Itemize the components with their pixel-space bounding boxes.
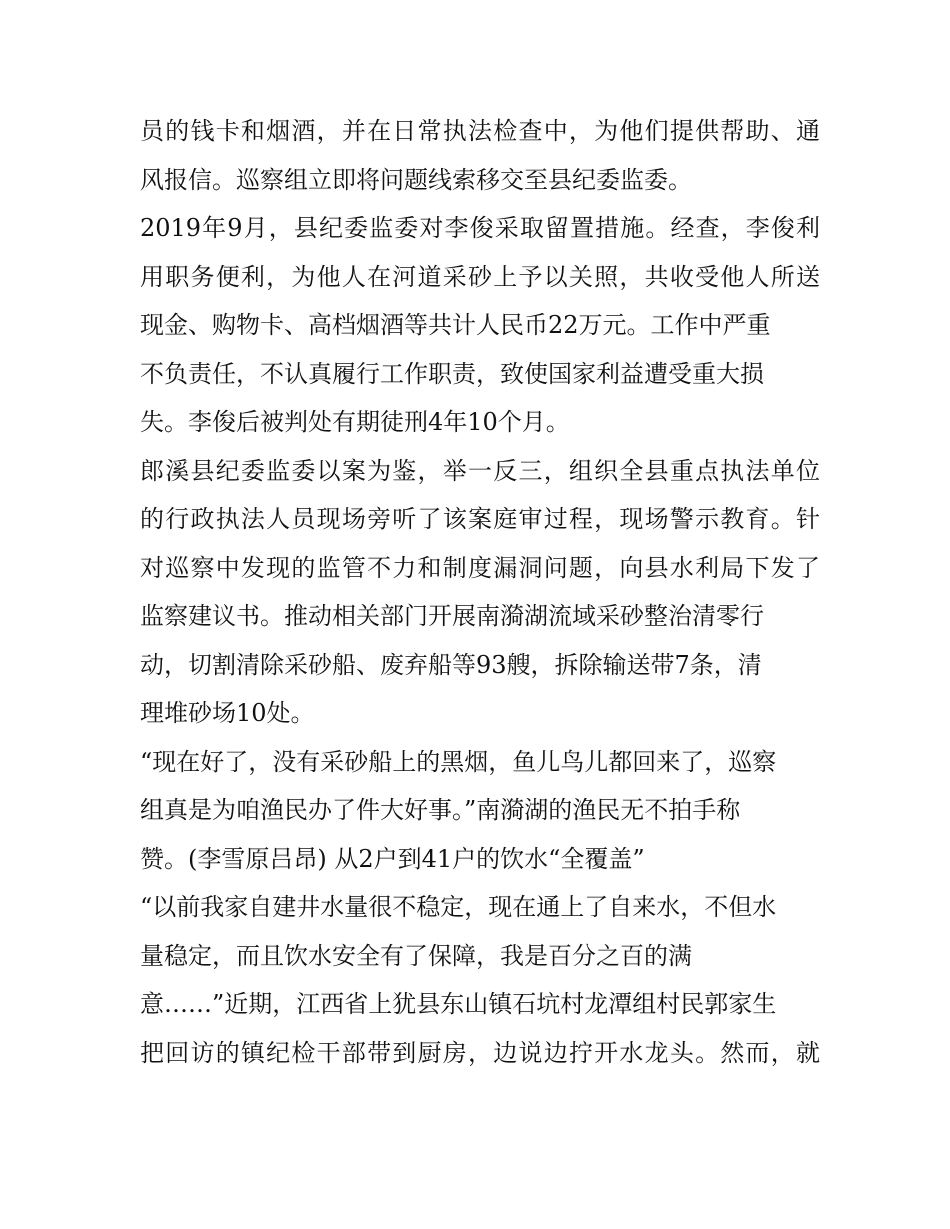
text-line-14: “现在好了，没有采砂船上的黑烟，鱼儿鸟儿都回来了，巡察 [140,747,777,776]
text-line-8: 郎溪县纪委监委以案为鉴，举一反三，组织全县重点执法单位 [140,456,820,485]
text-line-1: 员的钱卡和烟酒，并在日常执法检查中，为他们提供帮助、通 [140,117,820,145]
text-line-18: 量稳定，而且饮水安全有了保障，我是百分之百的满 [140,941,692,970]
text-line-19: 意……”近期，江西省上犹县东山镇石坑村龙潭组村民郭家生 [140,990,777,1018]
text-line-13: 理堆砂场10处。 [140,699,315,727]
text-line-6: 不负责任，不认真履行工作职责，致使国家利益遭受重大损 [140,359,764,388]
text-line-11: 监察建议书。推动相关部门开展南漪湖流域采砂整治清零行 [140,602,764,630]
text-line-2: 风报信。巡察组立即将问题线索移交至县纪委监委。 [140,165,692,194]
text-line-20: 把回访的镇纪检干部带到厨房，边说边拧开水龙头。然而，就 [140,1038,820,1067]
text-line-4: 用职务便利，为他人在河道采砂上予以关照，共收受他人所送 [140,262,820,291]
text-line-16: 赞。(李雪原吕昂) 从2户到41户的饮水“全覆盖” [140,844,645,873]
text-line-7: 失。李俊后被判处有期徒刑4年10个月。 [140,408,570,436]
text-line-3: 2019年9月，县纪委监委对李俊采取留置措施。经查，李俊利 [140,214,820,242]
body-text [140,107,820,1077]
text-line-12: 动，切割清除采砂船、废弃船等93艘，拆除输送带7条，清 [140,650,762,679]
text-line-10: 对巡察中发现的监管不力和制度漏洞问题，向县水利局下发了 [140,553,820,582]
text-line-15: 组真是为咱渔民办了件大好事。”南漪湖的渔民无不拍手称 [140,796,741,824]
text-line-5: 现金、购物卡、高档烟酒等共计人民币22万元。工作中严重 [140,311,771,339]
text-line-9: 的行政执法人员现场旁听了该案庭审过程，现场警示教育。针 [140,505,820,533]
text-line-17: “以前我家自建井水量很不稳定，现在通上了自来水，不但水 [140,893,777,921]
